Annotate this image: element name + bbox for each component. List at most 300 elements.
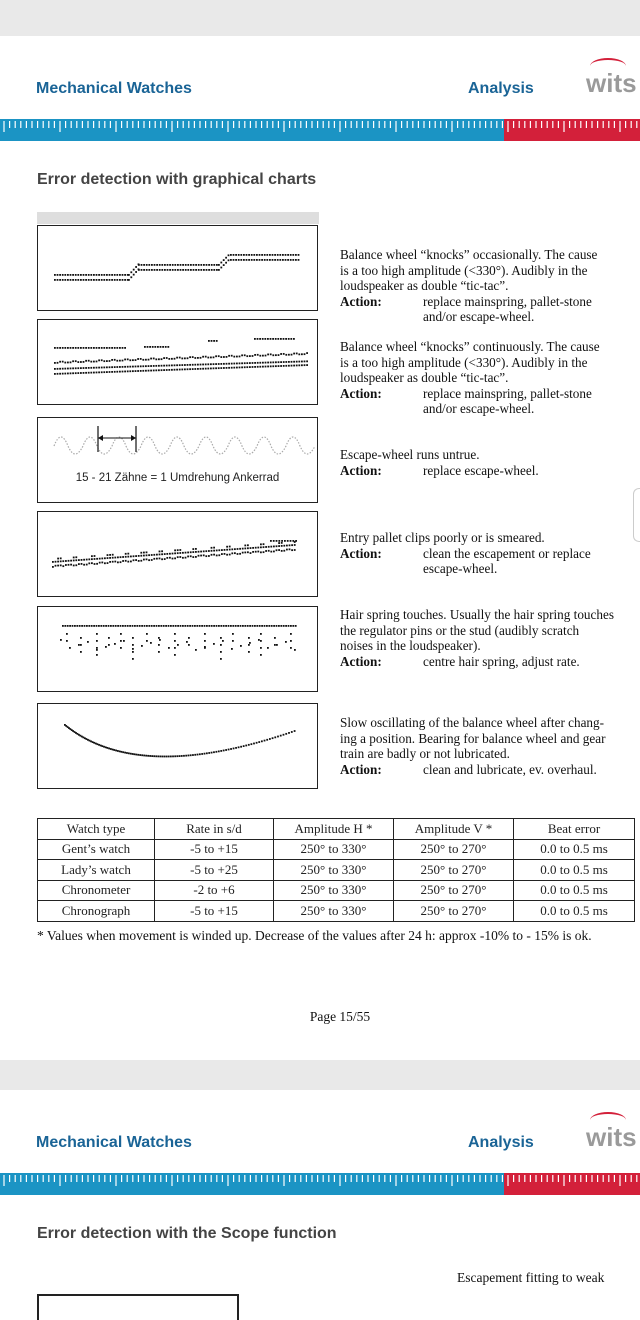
chart-dot <box>129 625 131 627</box>
chart-dot <box>288 361 290 363</box>
chart-dot <box>215 355 217 357</box>
chart-dot <box>233 259 235 261</box>
chart-dot <box>111 274 113 276</box>
chart-dot <box>197 754 199 756</box>
chart-dot <box>276 549 278 551</box>
chart-dot <box>176 364 178 366</box>
chart-dot <box>57 362 59 364</box>
chart-dot <box>159 554 161 556</box>
chart-dot <box>248 259 250 261</box>
chart-dot <box>94 555 96 557</box>
chart-dot <box>93 361 95 363</box>
chart-dot <box>83 347 85 349</box>
chart-dot <box>242 552 244 554</box>
chart-dot <box>97 743 99 745</box>
chart-dot <box>285 259 287 261</box>
header-title: Mechanical Watches <box>36 80 192 97</box>
table-cell: -5 to +25 <box>155 860 274 881</box>
chart-dot <box>176 369 178 371</box>
chart-dot <box>221 549 223 551</box>
chart-dot <box>62 625 64 627</box>
chart-dot <box>248 637 250 639</box>
chart-dot <box>283 550 285 552</box>
chart-dot <box>128 752 130 754</box>
chart-dot <box>298 361 300 363</box>
desc-line: Hair spring touches. Usually the hair spring touches <box>340 607 614 622</box>
chart-dot <box>85 360 87 362</box>
table-cell: -5 to +15 <box>155 839 274 860</box>
chart-dot <box>254 625 256 627</box>
chart-dot <box>90 347 92 349</box>
chart-dot <box>132 370 134 372</box>
chart-dot <box>259 625 261 627</box>
chart-dot <box>133 559 135 561</box>
chart-dot <box>289 544 291 546</box>
chart-dot <box>168 647 170 649</box>
chart-dot <box>70 279 72 281</box>
chart-dot <box>280 625 282 627</box>
chart-dot <box>70 560 72 562</box>
desc-line: Escape-wheel runs untrue. <box>340 447 480 462</box>
chart-dot <box>150 358 152 360</box>
chart-dot <box>156 264 158 266</box>
chart-dot <box>60 557 62 559</box>
chart-dot <box>257 354 259 356</box>
chart-dot <box>285 365 287 367</box>
chart-dot <box>74 625 76 627</box>
chart-dot <box>62 361 64 363</box>
column-header: Rate in s/d <box>155 819 274 840</box>
chart-dot <box>117 625 119 627</box>
chart-dot <box>147 755 149 757</box>
chart-dot <box>187 556 189 558</box>
chart-dot <box>88 274 90 276</box>
chart-dot <box>261 740 263 742</box>
chart-dot <box>154 264 156 266</box>
chart-dot <box>84 625 86 627</box>
chart-dot <box>161 553 163 555</box>
chart-dot <box>226 363 228 365</box>
chart-dot <box>283 365 285 367</box>
chart-dot <box>127 556 129 558</box>
chart-dot <box>230 259 232 261</box>
chart-entry-pallet <box>37 511 318 597</box>
chart-dot <box>75 372 77 374</box>
chart-dot <box>278 365 280 367</box>
chart-dot <box>286 549 288 551</box>
chart-dot <box>275 361 277 363</box>
chart-dot <box>135 559 137 561</box>
chart-dot <box>301 353 303 355</box>
chart-dot <box>257 547 259 549</box>
chart-dot <box>111 366 113 368</box>
chart-dot <box>174 640 176 642</box>
chart-dot <box>291 361 293 363</box>
chart-dot <box>205 356 207 358</box>
chart-dot <box>264 259 266 261</box>
chart-dot <box>147 346 149 348</box>
chart-dot <box>257 362 259 364</box>
chart-dot <box>220 658 222 660</box>
action-label: Action: <box>340 653 382 669</box>
chart-dot <box>81 563 83 565</box>
chart-dot <box>205 555 207 557</box>
chart-dot <box>243 745 245 747</box>
chart-dot <box>137 370 139 372</box>
chart-dot <box>132 625 134 627</box>
chart-dot <box>145 370 147 372</box>
chart-dot <box>79 625 81 627</box>
chart-dot <box>193 264 195 266</box>
chart-dot <box>180 269 182 271</box>
chart-dot <box>177 552 179 554</box>
chart-dot <box>256 259 258 261</box>
specification-table <box>37 818 635 922</box>
chart-dot <box>174 552 176 554</box>
chart-dot <box>206 625 208 627</box>
chart-dot <box>184 625 186 627</box>
chart-dot <box>248 651 250 653</box>
chart-dot <box>152 346 154 348</box>
chart-dot <box>278 540 280 542</box>
chart-dot <box>119 750 121 752</box>
chart-dot <box>196 625 198 627</box>
chart-dot <box>172 625 174 627</box>
chart-dot <box>132 658 134 660</box>
desc-line: the regulator pins or the stud (audibly scratch <box>340 622 580 638</box>
chart-dot <box>115 750 117 752</box>
chart-dot <box>208 340 210 342</box>
chart-dot <box>270 365 272 367</box>
desc-line: is a too high amplitude (<330°). Audibly in the <box>340 354 588 370</box>
action-text: centre hair spring, adjust rate. <box>423 653 580 669</box>
chart-dot <box>266 254 268 256</box>
chart-dot <box>109 557 111 559</box>
chart-dot <box>234 548 236 550</box>
chart-dot <box>189 625 191 627</box>
chart-dot <box>88 372 90 374</box>
chart-dot <box>296 353 298 355</box>
chart-dot <box>98 274 100 276</box>
chart-dot <box>148 554 150 556</box>
chart-dot <box>141 645 143 647</box>
chart-dot <box>213 269 215 271</box>
chart-dot <box>67 279 69 281</box>
chart-dot <box>163 357 165 359</box>
chart-dot <box>161 269 163 271</box>
chart-dot <box>113 749 115 751</box>
chart-dot <box>146 551 148 553</box>
chart-dot <box>69 647 71 649</box>
chart-dot <box>143 755 145 757</box>
chart-dot <box>59 274 61 276</box>
chart-dot <box>149 755 151 757</box>
wave-trace <box>54 437 315 454</box>
chart-dot <box>55 565 57 567</box>
chart-dot <box>124 752 126 754</box>
scroll-edge-handle[interactable] <box>633 488 640 542</box>
chart-dot <box>290 633 292 635</box>
action-label: Action: <box>340 385 382 401</box>
chart-dot <box>210 357 212 359</box>
chart-dot <box>233 748 235 750</box>
chart-dot <box>117 750 119 752</box>
chart-dot <box>281 542 283 544</box>
description-6 <box>340 715 638 777</box>
chart-dot <box>161 358 163 360</box>
chart-dot <box>175 625 177 627</box>
chart-dot <box>270 551 272 553</box>
chart-dot <box>140 358 142 360</box>
chart-dot <box>72 274 74 276</box>
chart-dot <box>70 368 72 370</box>
chart-dot <box>259 338 261 340</box>
chart-dot <box>107 562 109 564</box>
chart-dot <box>174 755 176 757</box>
chart-dot <box>54 274 56 276</box>
chart-dot <box>253 743 255 745</box>
chart-dot <box>146 633 148 635</box>
chart-dot <box>283 625 285 627</box>
chart-dot <box>120 561 122 563</box>
chart-dot <box>216 264 218 266</box>
chart-dot <box>112 557 114 559</box>
chart-dot <box>128 279 130 281</box>
chart-dot <box>91 625 93 627</box>
chart-dot <box>174 647 176 649</box>
chart-dot <box>80 279 82 281</box>
chart-dot <box>231 552 233 554</box>
chart-dot <box>288 338 290 340</box>
chart-dot <box>285 625 287 627</box>
chart-dot <box>57 347 59 349</box>
chart-dot <box>138 269 140 271</box>
chart-dot <box>127 370 129 372</box>
chart-dot <box>273 546 275 548</box>
chart-dot <box>98 359 100 361</box>
chart-dot <box>229 546 231 548</box>
chart-dot <box>80 651 82 653</box>
chart-dot <box>259 259 261 261</box>
chart-dot <box>99 562 101 564</box>
brand-logo: wits <box>586 68 637 98</box>
chart-dot <box>198 551 200 553</box>
action-text: and/or escape-wheel. <box>423 401 535 416</box>
chart-dot <box>153 558 155 560</box>
chart-dot <box>220 750 222 752</box>
chart-dot <box>98 367 100 369</box>
chart-dot <box>124 347 126 349</box>
chart-dot <box>200 264 202 266</box>
chart-dot <box>96 367 98 369</box>
chart-dot <box>132 648 134 650</box>
chart-dot <box>127 561 129 563</box>
chart-dot <box>90 274 92 276</box>
chart-dot <box>88 625 90 627</box>
chart-dot <box>287 540 289 542</box>
chart-dot <box>229 554 231 556</box>
table-header-row <box>38 819 635 840</box>
chart-dot <box>96 633 98 635</box>
chart-dot <box>85 738 87 740</box>
chart-dot <box>298 254 300 256</box>
chart-dot <box>146 625 148 627</box>
chart-dot <box>60 560 62 562</box>
chart-dot <box>281 540 283 542</box>
document-page-15 <box>0 36 640 1060</box>
chart-dot <box>103 371 105 373</box>
chart-dot <box>246 362 248 364</box>
chart-dot <box>184 357 186 359</box>
chart-dot <box>218 554 220 556</box>
chart-dot <box>220 651 222 653</box>
chart-dot <box>159 551 161 553</box>
chart-dot <box>160 625 162 627</box>
page-number: Page 15/55 <box>309 1009 371 1024</box>
chart-dot <box>223 367 225 369</box>
chart-dot <box>104 562 106 564</box>
chart-dot <box>218 367 220 369</box>
chart-dot <box>285 733 287 735</box>
chart-dot <box>181 755 183 757</box>
header-section: Analysis <box>468 1134 534 1151</box>
chart-dot <box>159 269 161 271</box>
chart-dot <box>143 559 145 561</box>
chart-dot <box>197 364 199 366</box>
chart-dot <box>288 625 290 627</box>
chart-dot <box>179 357 181 359</box>
chart-dot <box>288 732 290 734</box>
chart-dot <box>223 625 225 627</box>
chart-dot <box>116 347 118 349</box>
chart-dot <box>291 731 293 733</box>
chart-caption: 15 - 21 Zähne = 1 Umdrehung Ankerrad <box>75 472 280 484</box>
chart-dot <box>283 361 285 363</box>
chart-dot <box>162 346 164 348</box>
chart-dot <box>279 254 281 256</box>
chart-dot <box>213 550 215 552</box>
chart-dot <box>195 548 197 550</box>
chart-dot <box>187 552 189 554</box>
chart-dot <box>164 269 166 271</box>
chart-dot <box>176 357 178 359</box>
chart-dot <box>216 340 218 342</box>
chart-dot <box>274 644 276 646</box>
chart-dot <box>124 625 126 627</box>
chart-dot <box>296 361 298 363</box>
desc-line: loudspeaker as double “tic-tac”. <box>340 370 509 385</box>
table-cell: 250° to 330° <box>274 839 394 860</box>
chart-dot <box>109 371 111 373</box>
chart-dot <box>258 741 260 743</box>
chart-dot <box>60 564 62 566</box>
chart-dot <box>179 369 181 371</box>
chart-dot <box>190 551 192 553</box>
chart-dot <box>52 561 54 563</box>
chart-dot <box>127 625 129 627</box>
chart-dot <box>59 347 61 349</box>
chart-dot <box>77 372 79 374</box>
chart-dot <box>148 264 150 266</box>
chart-dot <box>225 749 227 751</box>
chart-dot <box>261 254 263 256</box>
column-header: Amplitude H * <box>274 819 394 840</box>
chart-dot <box>262 355 264 357</box>
chart-dot <box>226 546 228 548</box>
chart-dot <box>130 753 132 755</box>
chart-dot <box>167 269 169 271</box>
chart-dot <box>187 364 189 366</box>
chart-dot <box>57 368 59 370</box>
chart-dot <box>177 625 179 627</box>
chart-dot <box>130 271 132 273</box>
chart-dot <box>86 564 88 566</box>
section-title: Error detection with graphical charts <box>37 171 317 188</box>
chart-dot <box>93 372 95 374</box>
chart-dot <box>119 360 121 362</box>
chart-dot <box>203 269 205 271</box>
chart-dot <box>158 365 160 367</box>
chart-dot <box>261 259 263 261</box>
chart-dot <box>204 640 206 642</box>
header-section: Analysis <box>468 80 534 97</box>
chart-dot <box>213 547 215 549</box>
table-cell: 250° to 270° <box>394 839 514 860</box>
chart-dot <box>247 547 249 549</box>
chart-escape-wheel-untrue <box>37 417 318 503</box>
chart-dot <box>246 254 248 256</box>
header-title: Mechanical Watches <box>36 1134 192 1151</box>
chart-dot <box>244 552 246 554</box>
chart-dot <box>233 363 235 365</box>
chart-dot <box>278 354 280 356</box>
chart-dot <box>202 364 204 366</box>
chart-dot <box>260 546 262 548</box>
chart-dot <box>278 545 280 547</box>
chart-dot <box>216 550 218 552</box>
chart-dot <box>190 754 192 756</box>
chart-dot <box>228 367 230 369</box>
chart-dot <box>263 546 265 548</box>
chart-dot <box>88 367 90 369</box>
chart-dot <box>288 365 290 367</box>
chart-dot <box>242 548 244 550</box>
chart-dot <box>174 364 176 366</box>
chart-dot <box>256 254 258 256</box>
table-cell: Gent’s watch <box>38 839 155 860</box>
desc-line: noises in the loudspeaker). <box>340 638 481 653</box>
chart-dot <box>109 366 111 368</box>
chart-dot <box>182 557 184 559</box>
chart-dot <box>267 647 269 649</box>
chart-dot <box>158 358 160 360</box>
chart-dot <box>282 259 284 261</box>
chart-dot <box>114 643 116 645</box>
chart-dot <box>80 367 82 369</box>
chart-dot <box>267 362 269 364</box>
chart-dot <box>68 564 70 566</box>
chart-dot <box>218 264 220 266</box>
chart-dot <box>161 365 163 367</box>
chart-dot <box>270 546 272 548</box>
chart-dot <box>88 360 90 362</box>
chart-dot <box>159 639 161 641</box>
chart-dot <box>179 552 181 554</box>
chart-dot <box>270 338 272 340</box>
chart-dot <box>200 551 202 553</box>
chart-dot <box>270 362 272 364</box>
header-ruler <box>0 119 640 141</box>
